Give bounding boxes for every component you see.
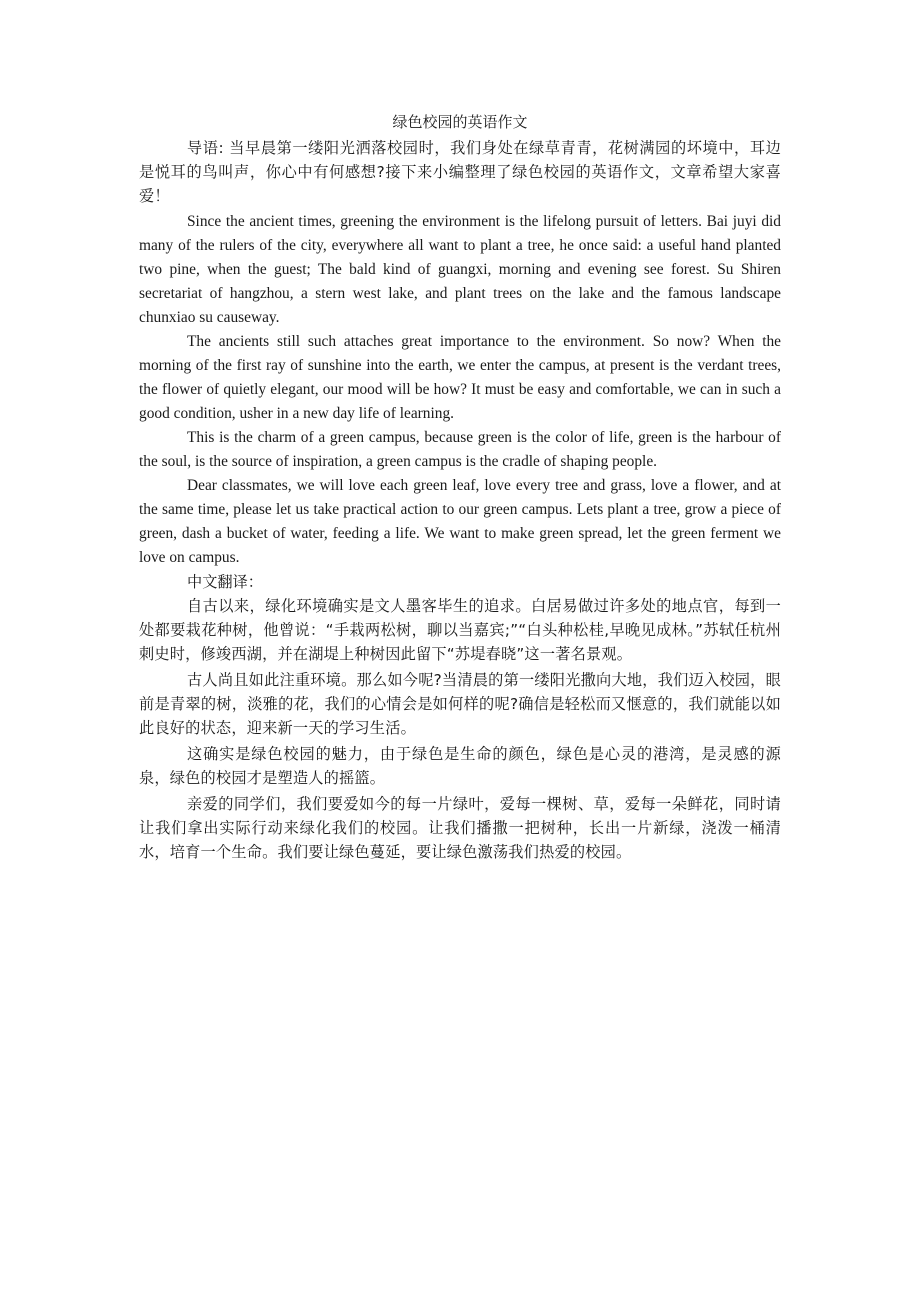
translation-label: 中文翻译： bbox=[187, 573, 263, 591]
document-title: 绿色校园的英语作文 bbox=[392, 113, 528, 131]
document-body bbox=[139, 110, 781, 866]
chinese-paragraph-1: 自古以来，绿化环境确实是文人墨客毕生的追求。白居易做过许多处的地点官，每到一处都要栽花种树，他曾说：“手栽两松树，聊以当嘉宾;”“白头种松桂,早晚见成林。”苏轼任杭州刺史时，修竣西湖，并在湖堤上种树因此留下“苏堤春晓”这一著名景观。 bbox=[139, 597, 781, 663]
english-paragraph-4: Dear classmates, we will love each green leaf, love every tree and grass, love a flower, and at the same time, please let us take practical action to our green campus. Lets plant a tree, grow a piece of green, dash a bucket of water, feeding a life. We want to make green spread, let the green ferment we love on campus. bbox=[139, 477, 781, 566]
english-paragraph-2: The ancients still such attaches great importance to the environment. So now? When the morning of the first ray of sunshine into the earth, we enter the campus, at present is the verdant trees, the flower of quietly elegant, our mood will be how? It must be easy and comfortable, we can in such a good condition, usher in a new day life of learning. bbox=[139, 333, 781, 422]
english-paragraph-3: This is the charm of a green campus, because green is the color of life, green is the harbour of the soul, is the source of inspiration, a green campus is the cradle of shaping people. bbox=[139, 429, 781, 470]
chinese-paragraph-2: 古人尚且如此注重环境。那么如今呢?当清晨的第一缕阳光撒向大地，我们迈入校园，眼前是青翠的树，淡雅的花，我们的心情会是如何样的呢?确信是轻松而又惬意的，我们就能以如此良好的状态，迎来新一天的学习生活。 bbox=[139, 671, 781, 737]
chinese-paragraph-4: 亲爱的同学们，我们要爱如今的每一片绿叶，爱每一棵树、草，爱每一朵鲜花，同时请让我们拿出实际行动来绿化我们的校园。让我们播撒一把树种，长出一片新绿，浇泼一桶清水，培育一个生命。我们要让绿色蔓延，要让绿色激荡我们热爱的校园。 bbox=[139, 795, 781, 861]
english-paragraph-1: Since the ancient times, greening the environment is the lifelong pursuit of letters. Bai juyi did many of the rulers of the city, everywhere all want to plant a tree, he once said: a useful hand planted two pine, when the guest; The bald kind of guangxi, morning and evening see forest. Su Shiren secretariat of hangzhou, a stern west lake, and plant trees on the lake and the famous landscape chunxiao su causeway. bbox=[139, 213, 781, 326]
chinese-paragraph-3: 这确实是绿色校园的魅力，由于绿色是生命的颜色，绿色是心灵的港湾，是灵感的源泉，绿色的校园才是塑造人的摇篮。 bbox=[139, 745, 781, 787]
intro-paragraph: 导语: 当早晨第一缕阳光洒落校园时，我们身处在绿草青青，花树满园的坏境中，耳边是悦耳的鸟叫声，你心中有何感想?接下来小编整理了绿色校园的英语作文，文章希望大家喜爱！ bbox=[139, 139, 781, 205]
